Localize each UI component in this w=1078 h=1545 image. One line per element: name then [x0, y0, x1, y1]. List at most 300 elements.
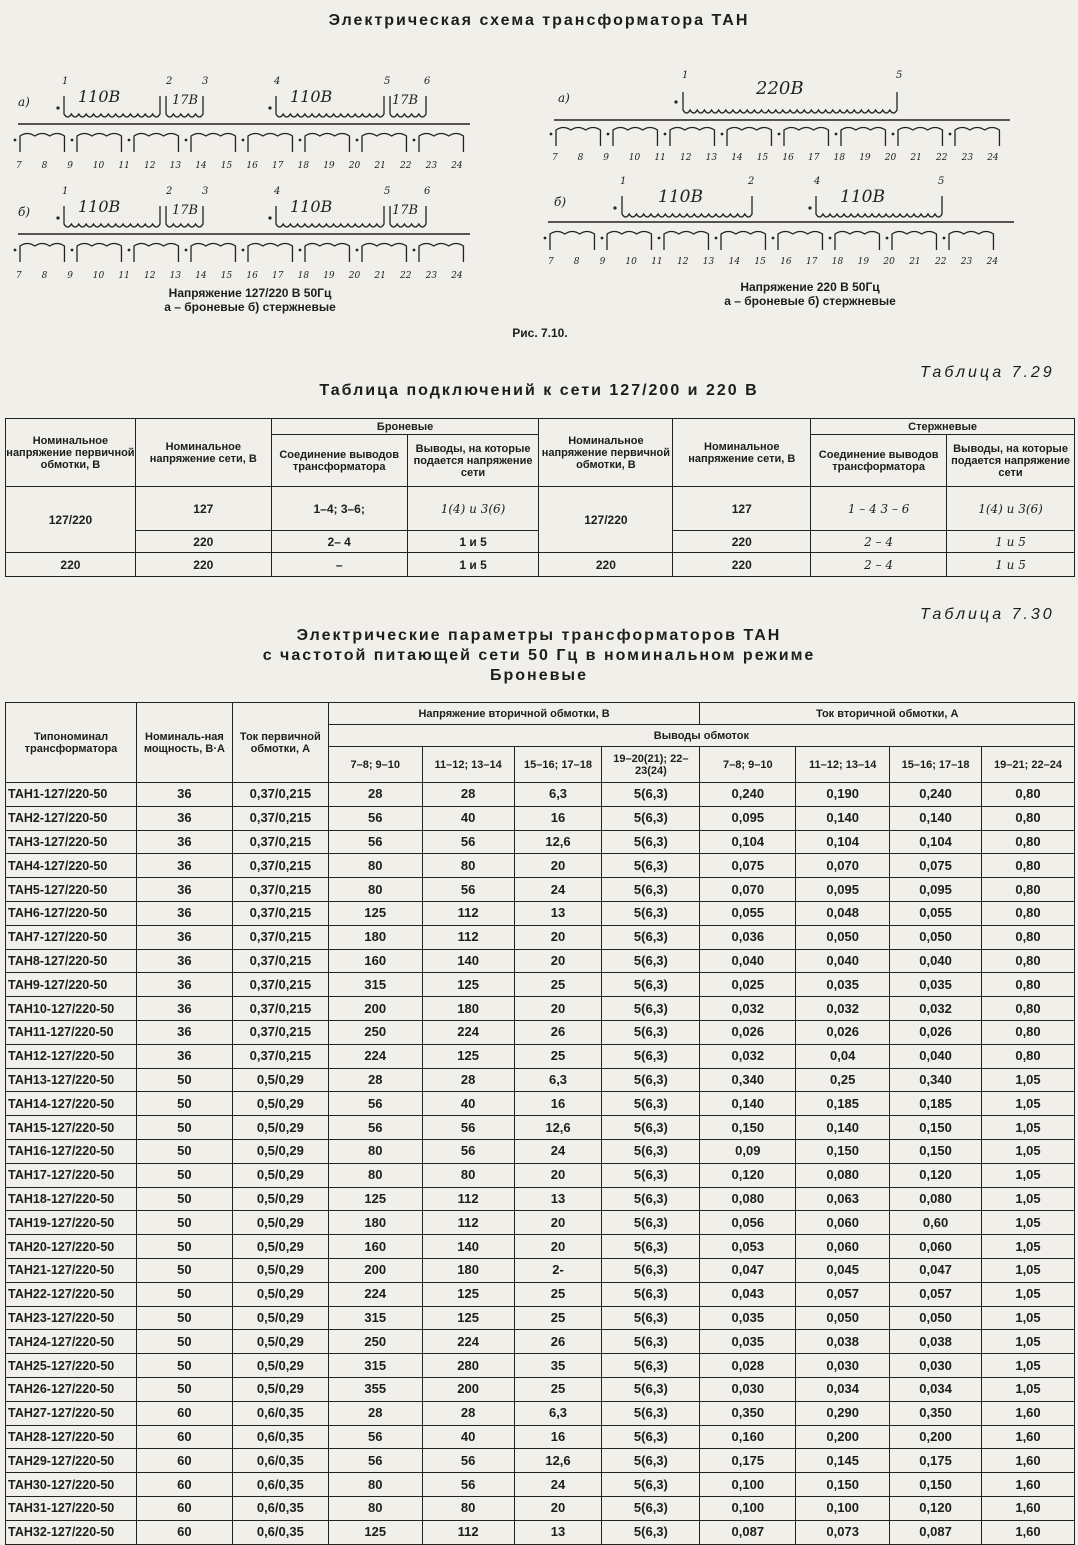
value-cell: 20: [514, 925, 602, 949]
type-cell: ТАН28-127/220-50: [6, 1425, 137, 1449]
schematic-left-row-b: [14, 186, 470, 281]
value-cell: 0,5/0,29: [232, 1330, 328, 1354]
type-cell: ТАН30-127/220-50: [6, 1473, 137, 1497]
t29-cell: 127: [673, 487, 811, 531]
voltage-label: 110В: [78, 87, 121, 106]
value-cell: 0,37/0,215: [232, 973, 328, 997]
value-cell: 25: [514, 1377, 602, 1401]
value-cell: 1,05: [982, 1068, 1075, 1092]
value-cell: 5(6,3): [602, 1163, 700, 1187]
schematic-right-row-a: [550, 70, 1010, 163]
terminal-label: 19: [323, 161, 335, 171]
polarity-dot: [56, 216, 59, 219]
value-cell: 1,60: [982, 1401, 1075, 1425]
t30-h-col: 7–8; 9–10: [328, 747, 422, 783]
voltage-label: 17В: [172, 93, 199, 108]
polarity-dot: [71, 249, 74, 252]
value-cell: 112: [422, 1520, 514, 1544]
value-cell: 0,095: [796, 878, 890, 902]
terminal-label: 9: [67, 161, 73, 171]
secondary-winding: [949, 232, 993, 251]
t30-h-col: 15–16; 17–18: [890, 747, 982, 783]
voltage-label: 17В: [392, 203, 419, 218]
terminal-label: 23: [960, 257, 973, 267]
value-cell: 56: [328, 1092, 422, 1116]
voltage-label: 110В: [290, 197, 333, 216]
value-cell: 0,047: [700, 1258, 796, 1282]
value-cell: 0,032: [890, 997, 982, 1021]
t29-cell-handwritten: 1 и 5: [947, 553, 1075, 577]
value-cell: 0,80: [982, 997, 1075, 1021]
value-cell: 36: [136, 973, 232, 997]
terminal-label: 5: [384, 186, 391, 197]
secondary-winding: [77, 134, 121, 153]
value-cell: 80: [422, 1496, 514, 1520]
type-cell: ТАН13-127/220-50: [6, 1068, 137, 1092]
polarity-dot: [268, 106, 271, 109]
type-cell: ТАН5-127/220-50: [6, 878, 137, 902]
value-cell: 1,60: [982, 1496, 1075, 1520]
value-cell: 20: [514, 949, 602, 973]
value-cell: 180: [422, 997, 514, 1021]
t30-h-col: 11–12; 13–14: [422, 747, 514, 783]
figure-caption: Рис. 7.10.: [512, 326, 568, 340]
type-cell: ТАН1-127/220-50: [6, 783, 137, 807]
value-cell: 0,80: [982, 1020, 1075, 1044]
value-cell: 0,038: [796, 1330, 890, 1354]
value-cell: 0,175: [700, 1449, 796, 1473]
table-row: [6, 783, 1075, 807]
polarity-dot: [943, 237, 946, 240]
terminal-label: 9: [603, 153, 609, 163]
secondary-winding: [841, 128, 885, 147]
table-row: [6, 1187, 1075, 1211]
value-cell: 1,05: [982, 1187, 1075, 1211]
polarity-dot: [128, 249, 131, 252]
terminal-label: 24: [451, 271, 463, 281]
value-cell: 1,05: [982, 1116, 1075, 1140]
value-cell: 0,034: [890, 1377, 982, 1401]
polarity-dot: [601, 237, 604, 240]
value-cell: 6,3: [514, 1068, 602, 1092]
polarity-dot: [607, 133, 610, 136]
value-cell: 0,034: [796, 1377, 890, 1401]
value-cell: 0,035: [700, 1330, 796, 1354]
value-cell: 0,075: [700, 854, 796, 878]
value-cell: 56: [422, 1116, 514, 1140]
secondary-winding: [892, 232, 936, 251]
value-cell: 60: [136, 1496, 232, 1520]
value-cell: 0,140: [890, 806, 982, 830]
secondary-winding: [77, 244, 121, 263]
secondary-winding: [20, 134, 64, 153]
value-cell: 56: [328, 1449, 422, 1473]
type-cell: ТАН27-127/220-50: [6, 1401, 137, 1425]
type-cell: ТАН11-127/220-50: [6, 1020, 137, 1044]
table-row: [6, 1163, 1075, 1187]
polarity-dot: [185, 249, 188, 252]
value-cell: 0,050: [796, 925, 890, 949]
value-cell: 280: [422, 1354, 514, 1378]
value-cell: 5(6,3): [602, 1068, 700, 1092]
terminal-label: 16: [246, 161, 258, 171]
value-cell: 0,040: [890, 949, 982, 973]
value-cell: 0,340: [700, 1068, 796, 1092]
value-cell: 80: [328, 878, 422, 902]
value-cell: 1,05: [982, 1330, 1075, 1354]
voltage-label: 110В: [658, 187, 703, 207]
voltage-label: 110В: [78, 197, 121, 216]
terminal-label: 19: [323, 271, 335, 281]
t29-cell: 127/220: [539, 487, 673, 553]
type-cell: ТАН31-127/220-50: [6, 1496, 137, 1520]
value-cell: 1,05: [982, 1354, 1075, 1378]
value-cell: 0,37/0,215: [232, 783, 328, 807]
t29-h-primary-rod: Номинальное напряжение первичной обмотки, В: [539, 419, 673, 487]
value-cell: 0,057: [890, 1282, 982, 1306]
value-cell: 0,100: [700, 1496, 796, 1520]
polarity-dot: [356, 139, 359, 142]
schematic-right-caption-line1: Напряжение 220 В 50Гц: [740, 280, 880, 294]
value-cell: 0,055: [890, 901, 982, 925]
secondary-winding: [20, 244, 64, 263]
value-cell: 5(6,3): [602, 1235, 700, 1259]
terminal-label: 18: [297, 271, 310, 281]
value-cell: 36: [136, 925, 232, 949]
value-cell: 0,040: [700, 949, 796, 973]
terminal-label: 5: [938, 176, 945, 187]
value-cell: 0,060: [890, 1235, 982, 1259]
value-cell: 0,350: [890, 1401, 982, 1425]
value-cell: 160: [328, 949, 422, 973]
value-cell: 5(6,3): [602, 1187, 700, 1211]
table-row: [6, 925, 1075, 949]
polarity-dot: [299, 139, 302, 142]
table-row: [6, 997, 1075, 1021]
value-cell: 0,036: [700, 925, 796, 949]
value-cell: 5(6,3): [602, 1282, 700, 1306]
terminal-label: 14: [195, 271, 207, 281]
polarity-dot: [299, 249, 302, 252]
t29-cell: 127: [135, 487, 271, 531]
value-cell: 315: [328, 1306, 422, 1330]
value-cell: 1,05: [982, 1377, 1075, 1401]
type-cell: ТАН19-127/220-50: [6, 1211, 137, 1235]
value-cell: 125: [328, 901, 422, 925]
value-cell: 224: [328, 1044, 422, 1068]
polarity-dot: [721, 133, 724, 136]
t29-cell: 127/220: [6, 487, 136, 553]
t29-cell: 1 и 5: [407, 553, 539, 577]
value-cell: 56: [328, 1425, 422, 1449]
terminal-label: 24: [451, 161, 463, 171]
table-row: [6, 1377, 1075, 1401]
value-cell: 5(6,3): [602, 1330, 700, 1354]
table-row: [6, 1044, 1075, 1068]
value-cell: 40: [422, 806, 514, 830]
value-cell: 0,80: [982, 925, 1075, 949]
value-cell: 5(6,3): [602, 878, 700, 902]
table-row: [6, 901, 1075, 925]
value-cell: 125: [328, 1187, 422, 1211]
value-cell: 0,5/0,29: [232, 1163, 328, 1187]
value-cell: 0,087: [700, 1520, 796, 1544]
terminal-label: 16: [782, 153, 794, 163]
secondary-winding: [898, 128, 942, 147]
value-cell: 0,073: [796, 1520, 890, 1544]
value-cell: 0,080: [796, 1163, 890, 1187]
value-cell: 1,05: [982, 1139, 1075, 1163]
value-cell: 0,043: [700, 1282, 796, 1306]
secondary-winding: [721, 232, 765, 251]
value-cell: 5(6,3): [602, 806, 700, 830]
terminal-label: 9: [67, 271, 73, 281]
value-cell: 1,05: [982, 1092, 1075, 1116]
value-cell: 80: [422, 854, 514, 878]
value-cell: 50: [136, 1306, 232, 1330]
polarity-dot: [664, 133, 667, 136]
t29-cell-handwritten: 1 – 4 3 – 6: [811, 487, 947, 531]
value-cell: 0,37/0,215: [232, 806, 328, 830]
value-cell: 80: [422, 1163, 514, 1187]
secondary-winding: [362, 134, 406, 153]
secondary-winding: [305, 134, 349, 153]
value-cell: 0,080: [890, 1187, 982, 1211]
type-cell: ТАН3-127/220-50: [6, 830, 137, 854]
terminal-label: 10: [92, 161, 105, 171]
t29-cell: 220: [6, 553, 136, 577]
value-cell: 0,056: [700, 1211, 796, 1235]
terminal-label: 23: [425, 271, 438, 281]
table29: [5, 418, 1075, 577]
secondary-winding: [419, 244, 463, 263]
type-cell: ТАН23-127/220-50: [6, 1306, 137, 1330]
value-cell: 0,290: [796, 1401, 890, 1425]
terminal-label: 24: [986, 257, 999, 267]
t30-h-current-primary: Ток первичной обмотки, А: [232, 703, 328, 783]
type-cell: ТАН20-127/220-50: [6, 1235, 137, 1259]
t29-h-armored: Броневые: [271, 419, 539, 435]
value-cell: 0,37/0,215: [232, 925, 328, 949]
value-cell: 0,053: [700, 1235, 796, 1259]
secondary-winding: [305, 244, 349, 263]
value-cell: 0,340: [890, 1068, 982, 1092]
table-row: [6, 1449, 1075, 1473]
value-cell: 0,100: [700, 1473, 796, 1497]
table-row: [6, 1211, 1075, 1235]
terminal-label: 8: [573, 257, 580, 267]
terminal-label: 15: [756, 153, 769, 163]
value-cell: 0,080: [700, 1187, 796, 1211]
value-cell: 0,035: [796, 973, 890, 997]
value-cell: 25: [514, 1282, 602, 1306]
value-cell: 13: [514, 1187, 602, 1211]
type-cell: ТАН24-127/220-50: [6, 1330, 137, 1354]
terminal-label: 13: [169, 271, 182, 281]
terminal-label: 12: [144, 161, 156, 171]
terminal-label: 8: [41, 271, 48, 281]
value-cell: 50: [136, 1282, 232, 1306]
t29-h-primary-armored: Номинальное напряжение первичной обмотки, В: [6, 419, 136, 487]
terminal-label: 18: [833, 153, 846, 163]
table-row: [6, 1306, 1075, 1330]
polarity-dot: [674, 100, 677, 103]
terminal-label: 13: [705, 153, 718, 163]
type-cell: ТАН21-127/220-50: [6, 1258, 137, 1282]
value-cell: 0,04: [796, 1044, 890, 1068]
t29-cell: –: [271, 553, 407, 577]
value-cell: 20: [514, 1211, 602, 1235]
value-cell: 5(6,3): [602, 1520, 700, 1544]
t29-h-connection-rod: Соединение выводов трансформатора: [811, 435, 947, 487]
value-cell: 16: [514, 806, 602, 830]
value-cell: 5(6,3): [602, 1473, 700, 1497]
value-cell: 60: [136, 1473, 232, 1497]
value-cell: 0,240: [890, 783, 982, 807]
value-cell: 0,175: [890, 1449, 982, 1473]
value-cell: 80: [328, 1496, 422, 1520]
value-cell: 0,160: [700, 1425, 796, 1449]
table-row: [6, 1116, 1075, 1140]
terminal-label: 17: [272, 271, 284, 281]
value-cell: 0,140: [796, 1116, 890, 1140]
value-cell: 0,5/0,29: [232, 1068, 328, 1092]
voltage-label: 220В: [756, 78, 804, 99]
value-cell: 25: [514, 973, 602, 997]
value-cell: 0,120: [890, 1496, 982, 1520]
table-row: [6, 1473, 1075, 1497]
value-cell: 28: [328, 1401, 422, 1425]
value-cell: 200: [422, 1377, 514, 1401]
value-cell: 0,035: [890, 973, 982, 997]
value-cell: 56: [422, 1139, 514, 1163]
schematic-right-caption-line2: а – броневые б) стержневые: [724, 294, 896, 308]
value-cell: 0,095: [890, 878, 982, 902]
value-cell: 0,140: [700, 1092, 796, 1116]
value-cell: 0,030: [796, 1354, 890, 1378]
value-cell: 224: [328, 1282, 422, 1306]
value-cell: 0,032: [700, 1044, 796, 1068]
terminal-label: 19: [857, 257, 870, 267]
value-cell: 1,05: [982, 1306, 1075, 1330]
value-cell: 60: [136, 1520, 232, 1544]
terminal-label: 21: [374, 161, 386, 171]
polarity-dot: [356, 249, 359, 252]
value-cell: 0,050: [890, 1306, 982, 1330]
secondary-winding: [134, 134, 178, 153]
value-cell: 0,095: [700, 806, 796, 830]
terminal-label: 10: [628, 153, 641, 163]
t30-h-col: 19–21; 22–24: [982, 747, 1075, 783]
value-cell: 0,040: [796, 949, 890, 973]
type-cell: ТАН10-127/220-50: [6, 997, 137, 1021]
terminal-label: 9: [599, 257, 606, 267]
value-cell: 0,240: [700, 783, 796, 807]
value-cell: 0,60: [890, 1211, 982, 1235]
terminal-label: 20: [883, 257, 895, 267]
value-cell: 0,104: [796, 830, 890, 854]
polarity-dot: [56, 106, 59, 109]
polarity-dot: [808, 206, 811, 209]
value-cell: 5(6,3): [602, 1425, 700, 1449]
polarity-dot: [71, 139, 74, 142]
type-cell: ТАН8-127/220-50: [6, 949, 137, 973]
terminal-label: 13: [169, 161, 182, 171]
value-cell: 112: [422, 925, 514, 949]
t29-h-rod: Стержневые: [811, 419, 1075, 435]
type-cell: ТАН16-127/220-50: [6, 1139, 137, 1163]
value-cell: 5(6,3): [602, 854, 700, 878]
secondary-winding: [835, 232, 879, 251]
value-cell: 0,055: [700, 901, 796, 925]
terminal-label: 24: [987, 153, 999, 163]
value-cell: 0,200: [796, 1425, 890, 1449]
value-cell: 0,150: [700, 1116, 796, 1140]
value-cell: 80: [328, 1139, 422, 1163]
type-cell: ТАН9-127/220-50: [6, 973, 137, 997]
type-cell: ТАН12-127/220-50: [6, 1044, 137, 1068]
secondary-winding: [419, 134, 463, 153]
polarity-dot: [613, 206, 616, 209]
type-cell: ТАН25-127/220-50: [6, 1354, 137, 1378]
terminal-label: 17: [808, 153, 820, 163]
t29-h-terminals-armored: Выводы, на которые подается напряжение сети: [407, 435, 539, 487]
secondary-winding: [362, 244, 406, 263]
t29-cell: 2– 4: [271, 531, 407, 553]
value-cell: 50: [136, 1187, 232, 1211]
table-row: [6, 878, 1075, 902]
value-cell: 13: [514, 1520, 602, 1544]
t30-h-terminals: Выводы обмоток: [328, 725, 1074, 747]
schematic-left: [0, 60, 500, 320]
value-cell: 0,038: [890, 1330, 982, 1354]
value-cell: 0,5/0,29: [232, 1139, 328, 1163]
polarity-dot: [185, 139, 188, 142]
terminal-label: 15: [220, 161, 233, 171]
type-cell: ТАН22-127/220-50: [6, 1282, 137, 1306]
value-cell: 1,05: [982, 1258, 1075, 1282]
value-cell: 26: [514, 1020, 602, 1044]
value-cell: 0,37/0,215: [232, 949, 328, 973]
value-cell: 140: [422, 1235, 514, 1259]
terminal-label: 23: [425, 161, 438, 171]
schematic-right-row-b: [544, 176, 1014, 267]
value-cell: 0,6/0,35: [232, 1496, 328, 1520]
table30-body: [6, 783, 1075, 1545]
value-cell: 125: [422, 1044, 514, 1068]
t30-h-current-secondary: Ток вторичной обмотки, А: [700, 703, 1075, 725]
terminal-label: 12: [144, 271, 156, 281]
value-cell: 0,104: [700, 830, 796, 854]
value-cell: 0,060: [796, 1211, 890, 1235]
table-row: [6, 973, 1075, 997]
value-cell: 0,070: [796, 854, 890, 878]
value-cell: 5(6,3): [602, 1449, 700, 1473]
value-cell: 315: [328, 973, 422, 997]
value-cell: 224: [422, 1020, 514, 1044]
t29-cell: 220: [673, 531, 811, 553]
value-cell: 0,5/0,29: [232, 1211, 328, 1235]
value-cell: 26: [514, 1330, 602, 1354]
value-cell: 0,120: [890, 1163, 982, 1187]
schematic-left-row-a: [14, 76, 470, 171]
value-cell: 50: [136, 1116, 232, 1140]
terminal-label: 2: [166, 76, 173, 87]
value-cell: 0,185: [890, 1092, 982, 1116]
value-cell: 0,37/0,215: [232, 901, 328, 925]
value-cell: 0,6/0,35: [232, 1425, 328, 1449]
value-cell: 0,190: [796, 783, 890, 807]
